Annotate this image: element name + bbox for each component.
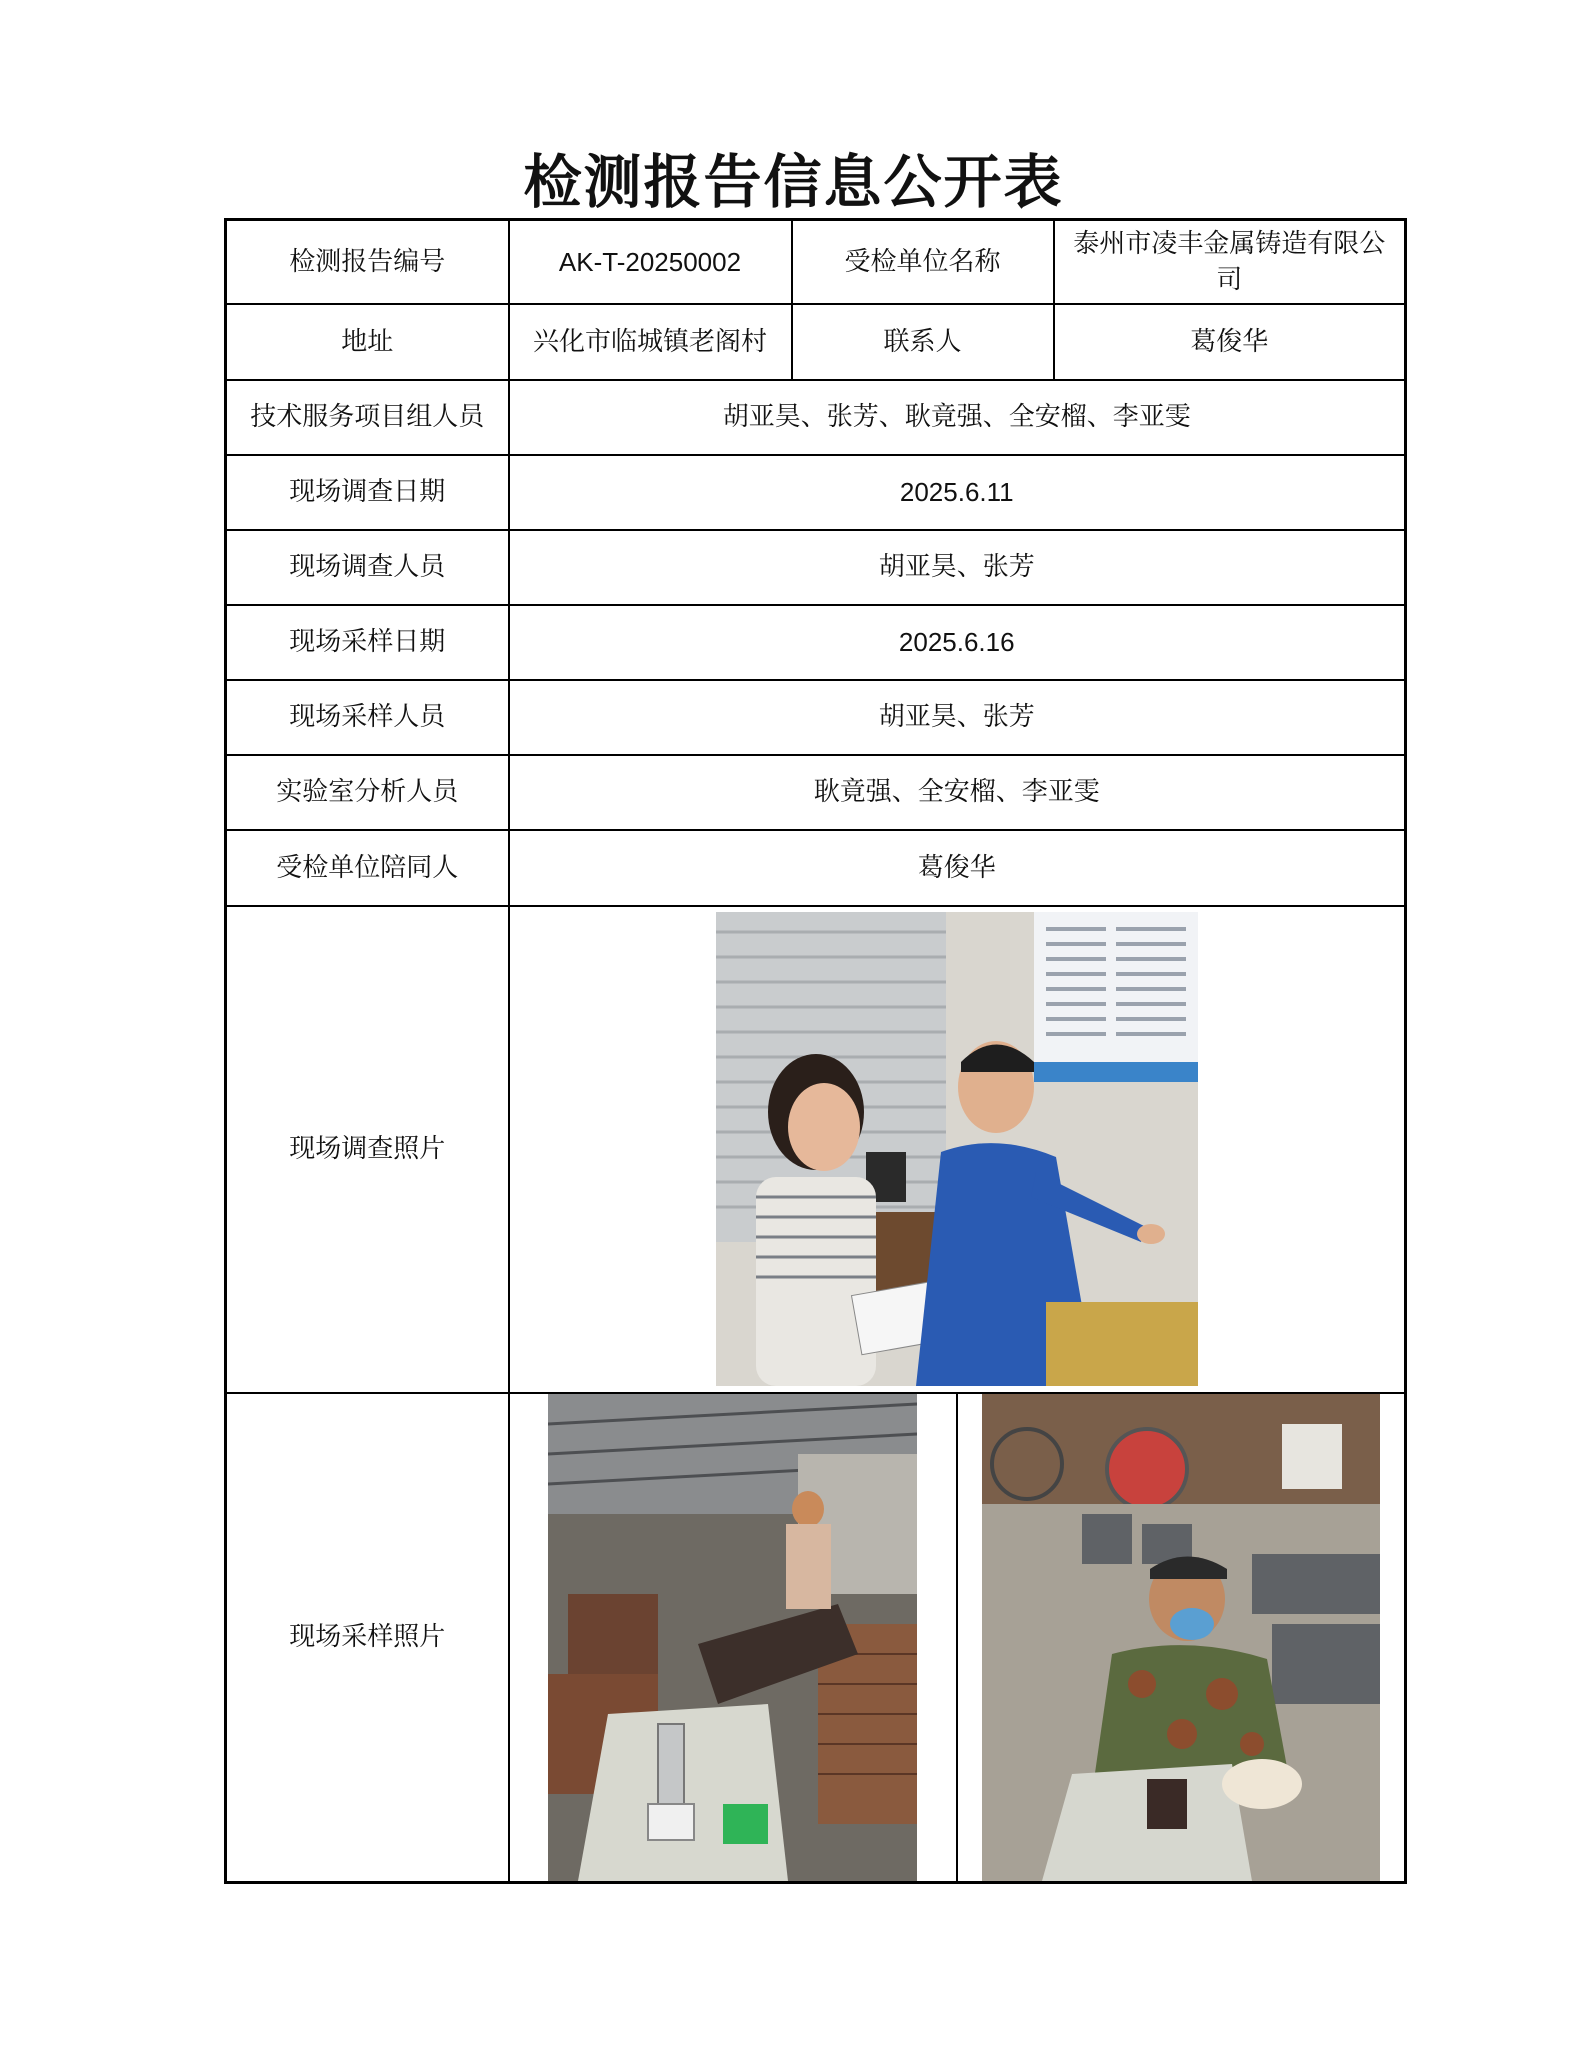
sample-date-value: 2025.6.16 bbox=[509, 605, 1406, 680]
unit-name-label: 受检单位名称 bbox=[792, 220, 1054, 304]
report-no-label: 检测报告编号 bbox=[226, 220, 509, 304]
escort-label: 受检单位陪同人 bbox=[226, 830, 509, 906]
sample-date-label: 现场采样日期 bbox=[226, 605, 509, 680]
report-table bbox=[224, 218, 1407, 1884]
contact-label: 联系人 bbox=[792, 304, 1054, 380]
contact-value: 葛俊华 bbox=[1054, 304, 1406, 380]
table-row bbox=[226, 220, 1406, 304]
table-row bbox=[226, 680, 1406, 755]
survey-photo-cell bbox=[509, 906, 1406, 1393]
survey-date-label: 现场调查日期 bbox=[226, 455, 509, 530]
sample-photo-label: 现场采样照片 bbox=[226, 1393, 509, 1883]
sample-staff-value: 胡亚昊、张芳 bbox=[509, 680, 1406, 755]
table-row bbox=[226, 830, 1406, 906]
table-row bbox=[226, 380, 1406, 455]
page-title: 检测报告信息公开表 bbox=[523, 148, 1064, 216]
table-row bbox=[226, 455, 1406, 530]
table-row bbox=[226, 906, 1406, 1393]
survey-photo bbox=[716, 912, 1198, 1386]
team-label: 技术服务项目组人员 bbox=[226, 380, 509, 455]
sample-photo-cell bbox=[509, 1393, 1406, 1883]
team-value: 胡亚昊、张芳、耿竟强、全安榴、李亚雯 bbox=[509, 380, 1406, 455]
sample-photo-right bbox=[982, 1394, 1380, 1881]
survey-date-value: 2025.6.11 bbox=[509, 455, 1406, 530]
survey-photo-label: 现场调查照片 bbox=[226, 906, 509, 1393]
lab-staff-value: 耿竟强、全安榴、李亚雯 bbox=[509, 755, 1406, 830]
table-row bbox=[226, 530, 1406, 605]
table-row bbox=[226, 1393, 1406, 1883]
table-row bbox=[226, 755, 1406, 830]
survey-staff-value: 胡亚昊、张芳 bbox=[509, 530, 1406, 605]
escort-value: 葛俊华 bbox=[509, 830, 1406, 906]
table-row bbox=[226, 605, 1406, 680]
unit-name-value: 泰州市凌丰金属铸造有限公司 bbox=[1054, 220, 1406, 304]
table-row bbox=[226, 304, 1406, 380]
lab-staff-label: 实验室分析人员 bbox=[226, 755, 509, 830]
address-value: 兴化市临城镇老阁村 bbox=[509, 304, 792, 380]
survey-staff-label: 现场调查人员 bbox=[226, 530, 509, 605]
address-label: 地址 bbox=[226, 304, 509, 380]
sample-staff-label: 现场采样人员 bbox=[226, 680, 509, 755]
report-no-value: AK-T-20250002 bbox=[509, 220, 792, 304]
sample-photo-left bbox=[548, 1394, 917, 1881]
